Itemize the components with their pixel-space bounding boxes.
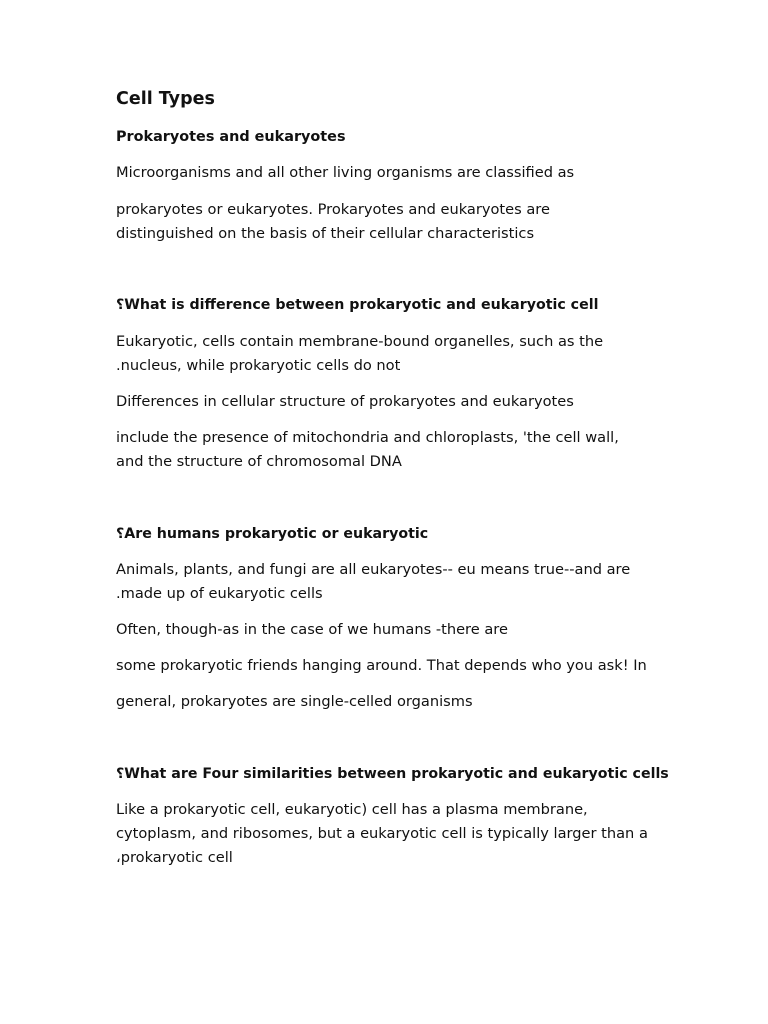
intro-line-1: Microorganisms and all other living organisms are classified as (116, 164, 575, 181)
section1-line-2: .nucleus, while prokaryotic cells do not (116, 357, 401, 374)
section3-line-1: Like a prokaryotic cell, eukaryotic) cell has a plasma membrane, (116, 801, 588, 818)
section1-line-3: Differences in cellular structure of prokaryotes and eukaryotes (116, 393, 574, 410)
question-heading-2: ؟Are humans prokaryotic or eukaryotic (116, 526, 429, 542)
section2-line-4: some prokaryotic friends hanging around. That depends who you ask! In (116, 657, 647, 674)
section1-line-4: include the presence of mitochondria and chloroplasts, 'the cell wall, (116, 429, 619, 446)
intro-line-3: distinguished on the basis of their cellular characteristics (116, 225, 535, 242)
section3-line-3: ،prokaryotic cell (116, 849, 233, 866)
section3-line-2: cytoplasm, and ribosomes, but a eukaryotic cell is typically larger than a (116, 825, 648, 842)
document-subtitle: Prokaryotes and eukaryotes (116, 129, 346, 145)
section1-line-5: and the structure of chromosomal DNA (116, 453, 402, 470)
section2-line-3: Often, though-as in the case of we humans -there are (116, 621, 508, 638)
intro-line-2: prokaryotes or eukaryotes. Prokaryotes and eukaryotes are (116, 201, 550, 218)
section2-line-2: .made up of eukaryotic cells (116, 585, 323, 602)
question-heading-1: ؟What is difference between prokaryotic and eukaryotic cell (116, 297, 599, 313)
question-heading-3: ؟What are Four similarities between prokaryotic and eukaryotic cells (116, 766, 669, 782)
section2-line-1: Animals, plants, and fungi are all eukaryotes-- eu means true--and are (116, 561, 631, 578)
section2-line-5: general, prokaryotes are single-celled organisms (116, 693, 473, 710)
section1-line-1: Eukaryotic, cells contain membrane-bound organelles, such as the (116, 333, 604, 350)
document-title: Cell Types (116, 89, 215, 109)
